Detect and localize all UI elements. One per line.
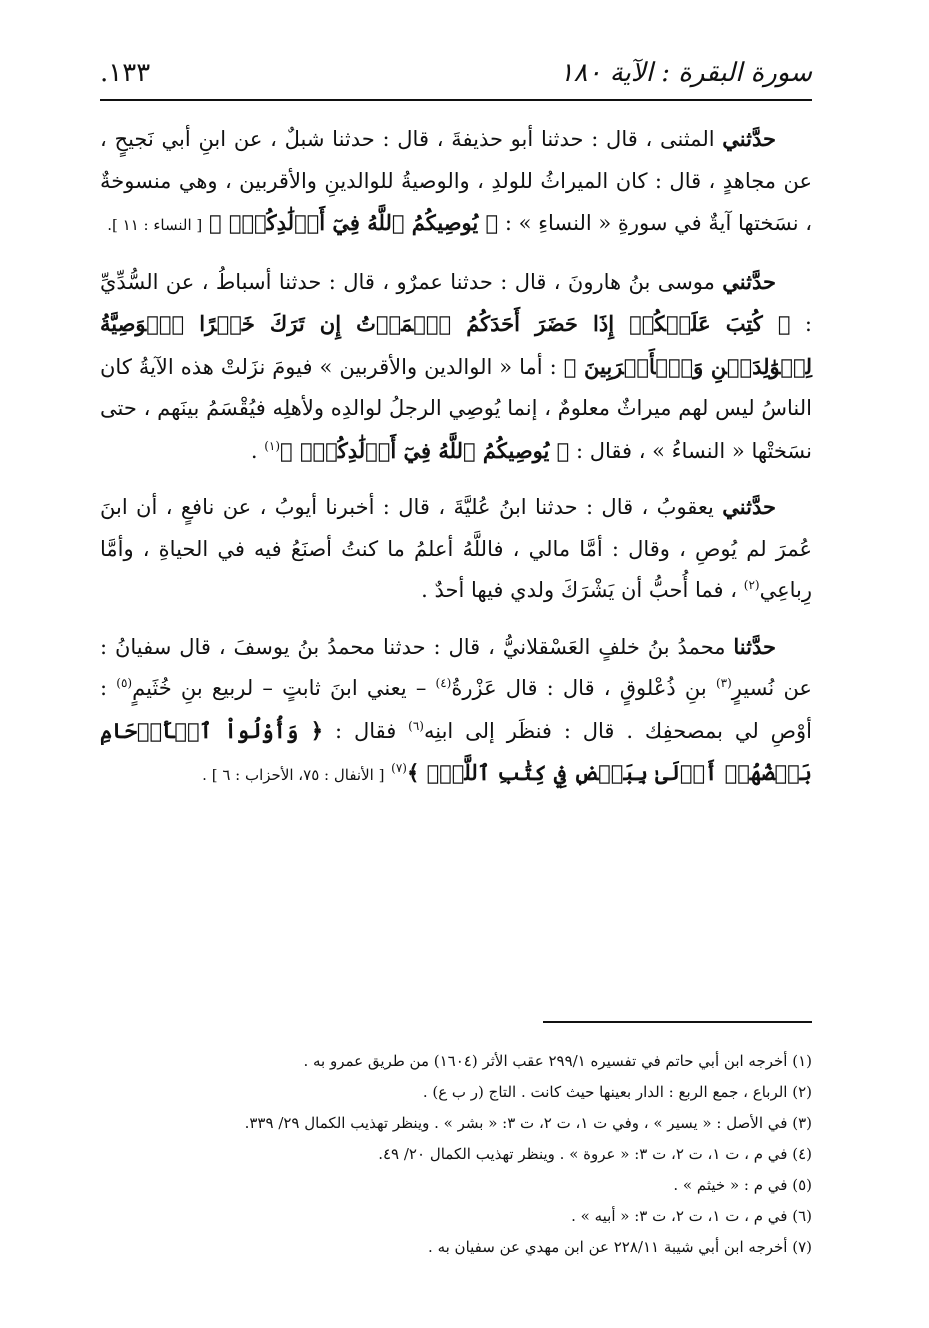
paragraph-text: : أما « الوالدين والأقربين » فيومَ نزَلتْ هذه الآيةُ كان الناسُ ليس لهم ميراثٌ معلومٌ ، إنما يُوصِي الرجلُ لوالدِه ولأهلِه فيُقْسَمُ بينَهم ، حتى نسَختْها « النساءُ » ، فقال : [100,354,812,463]
footnote-marker: (٢) [743,578,760,592]
paragraph-text: : أوْصِ لي بمصحفِك . قال : فنظَر إلى ابنِه [100,676,812,743]
footnote-4: (٤) في م ، ت ١، ت ٢، ت ٣: « عروة » . وينظر تهذيب الكمال ٢٠/ ٤٩. [378,1145,812,1163]
footnote-marker: (٧) [391,761,407,775]
paragraph-text: ، فما أُحبُّ أن يَشْرَكَ ولدي فيها أحدٌ . [421,578,738,602]
sentence-end: . [250,438,258,463]
footnote-1: (١) أخرجه ابن أبي حاتم في تفسيره ٢٩٩/١ عقب الأثر (١٦٠٤) من طريق عمرو به . [303,1052,812,1070]
main-text [100,118,812,811]
footnote-marker: (٥) [116,676,133,690]
paragraph-text: بنِ ذُعْلوقٍ ، قال : قال عَزْرةُ [451,676,707,700]
paragraph-text: محمدُ بنُ خلفٍ العَسْقلانيُّ ، قال : حدثنا محمدُ بنُ يوسفَ ، قال سفيانُ : عن نُسيرٍ [100,634,812,700]
page-number: ١٣٣. [100,58,151,88]
paragraph-text: يعقوبُ ، قال : حدثنا ابنُ عُليَّةَ ، قال : أخبرنا أيوبُ ، عن نافعٍ ، أن ابنَ عُمرَ لم يُوصِ ، وقال : أمَّا مالي ، فاللَّهُ أعلمُ ما كنتُ أصنَعُ فيه في الحياةِ ، وأمَّا رِباعِي [100,495,812,602]
header-title: سورة البقرة : الآية ١٨٠ [559,58,812,88]
running-header [100,52,812,96]
footnote-3: (٣) في الأصل : « يسير » ، وفي ت ١، ت ٢، ت ٣: « بشر » . وينظر تهذيب الكمال ٢٩/ ٣٣٩. [244,1114,812,1132]
paragraph-4 [100,626,812,797]
header-rule [100,99,812,101]
paragraph-text: موسى بنُ هارونَ ، قال : حدثنا عمرٌو ، قال : حدثنا أسباطُ ، عن السُّدِّيِّ : [100,269,812,336]
footnote-marker: (٤) [435,676,452,690]
isnad-lead: حدَّثني [722,494,776,519]
paragraph-3 [100,486,812,612]
isnad-lead: حدَّثنا [733,633,776,659]
quran-verse: ﴿ يُوصِيكُمُ ٱللَّهُ فِيٓ أَوۡلَٰدِكُمۡۖ ﴾ [280,437,570,463]
quran-verse: ﴿ كُتِبَ عَلَيۡكُمۡ إِذَا حَضَرَ أَحَدَكُمُ ٱلۡمَوۡتُ إِن تَرَكَ خَيۡرًا ٱلۡوَصِيَّةُ لِلۡوَٰلِدَيۡنِ وَٱلۡأَقۡرَبِينَ ﴾ [100,311,812,379]
paragraph-text: – يعني ابنَ ثابتٍ – لربيع بنِ خُثَيمٍ [132,676,427,700]
paragraph-2 [100,261,812,473]
paragraph-1 [100,118,812,247]
footnote-2: (٢) الرباع ، جمع الربع : الدار بعينها حيث كانت . التاج (ر ب ع) . [422,1083,812,1101]
verse-reference: [ الأنفال : ٧٥، الأحزاب : ٦ ] . [202,766,385,784]
paragraph-text: المثنى ، قال : حدثنا أبو حذيفةَ ، قال : حدثنا شبلٌ ، عن ابنِ أبي نَجيحٍ ، عن مجاهدٍ ، قال : كان الميراثُ للولدِ ، والوصيةُ للوالدينِ والأقربين ، وهي منسوخةٌ ، نسَختها آيةٌ في سورةِ « النساءِ » : [100,127,812,235]
footnotes [100,1046,812,1263]
footnote-rule [543,1021,812,1023]
footnote-5: (٥) في م : « خيثم » . [673,1176,812,1194]
footnote-6: (٦) في م ، ت ١، ت ٢، ت ٣: « أبيه » . [571,1207,812,1225]
footnote-marker: (١) [264,438,281,453]
footnote-marker: (٣) [715,676,732,690]
footnote-7: (٧) أخرجه ابن أبي شيبة ٢٢٨/١١ عن ابن مهدي عن سفيان به . [428,1238,812,1256]
quran-verse: ﴿ وَأُوْلُواْ ٱلۡأَرۡحَامِ بَعۡضُهُمۡ أَوۡلَىٰ بِبَعۡضٖ فِي كِتَٰبِ ٱللَّهِۚ ﴾ [100,717,812,785]
quran-verse: ﴿ يُوصِيكُمُ ٱللَّهُ فِيٓ أَوۡلَٰدِكُمۡۖ ﴾ [208,210,499,235]
isnad-lead: حدَّثني [722,126,776,151]
verse-reference: [ النساء : ١١ ]. [107,216,203,234]
isnad-lead: حدَّثني [722,268,776,294]
footnote-marker: (٦) [408,718,424,733]
paragraph-text: فقال : [334,718,397,743]
